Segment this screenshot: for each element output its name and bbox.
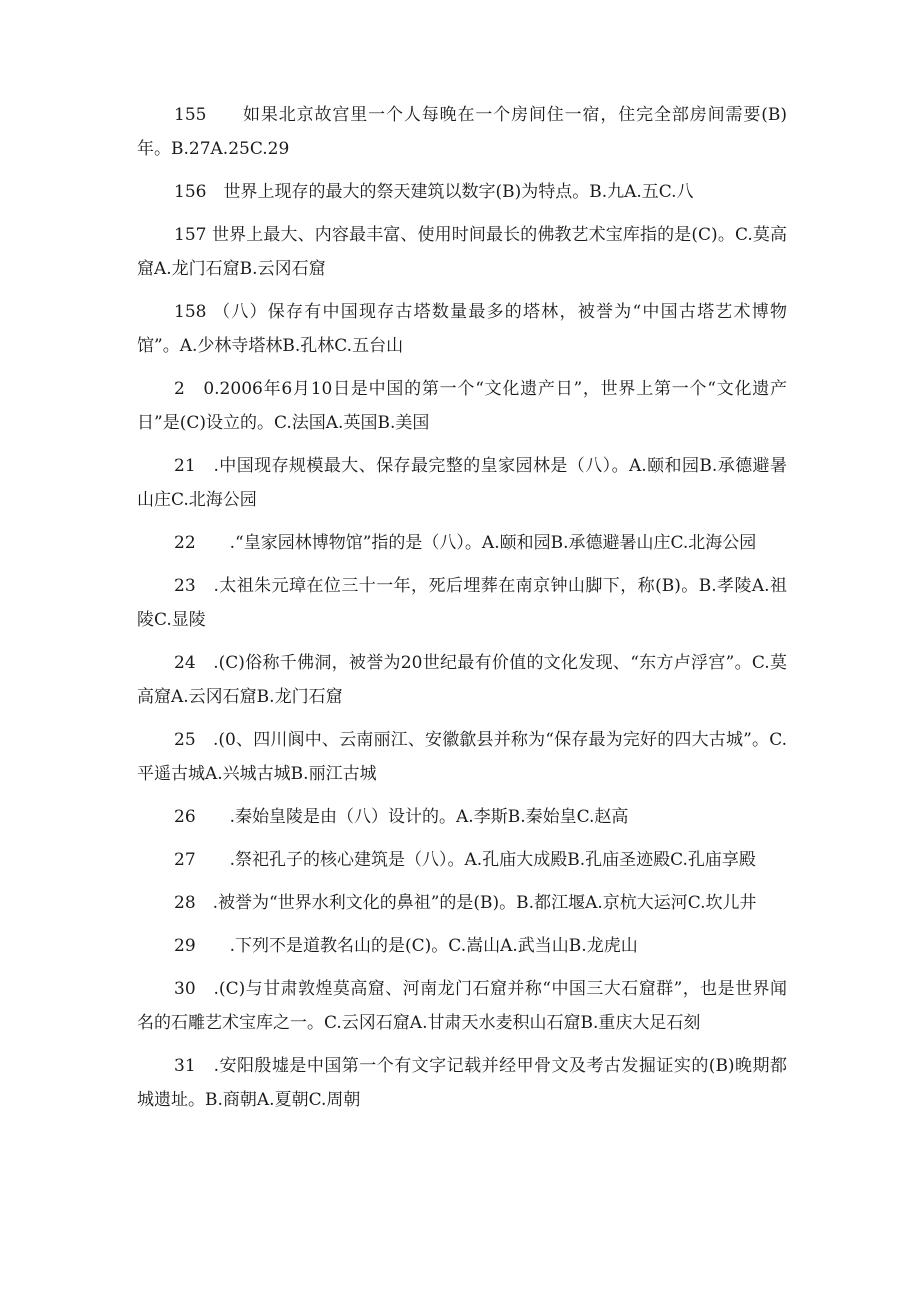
question-27: 27 .祭祀孔子的核心建筑是（八）。A.孔庙大成殿B.孔庙圣迹殿C.孔庙享殿	[174, 850, 756, 870]
question-157: 157 世界上最大、内容最丰富、使用时间最长的佛教艺术宝库指的是(C)。C.莫高窟A.龙门石窟B.云冈石窟	[137, 225, 787, 279]
question-22: 22 .“皇家园林博物馆”指的是（八）。A.颐和园B.承德避暑山庄C.北海公园	[174, 533, 757, 553]
question-29: 29 .下列不是道教名山的是(C)。C.嵩山A.武当山B.龙虎山	[174, 936, 638, 956]
question-23: 23 .太祖朱元璋在位三十一年，死后埋葬在南京钟山脚下，称(B)。B.孝陵A.祖陵C.显陵	[137, 576, 787, 630]
question-24: 24 .(C)俗称千佛洞，被誉为20世纪最有价值的文化发现、“东方卢浮宫”。C.莫高窟A.云冈石窟B.龙门石窟	[137, 653, 787, 707]
question-21: 21 .中国现存规模最大、保存最完整的皇家园林是（八）。A.颐和园B.承德避暑山庄C.北海公园	[137, 456, 787, 510]
question-25: 25 .(0、四川阆中、云南丽江、安徽歙县并称为“保存最为完好的四大古城”。C.平遥古城A.兴城古城B.丽江古城	[137, 730, 787, 784]
question-26: 26 .秦始皇陵是由（八）设计的。A.李斯B.秦始皇C.赵高	[174, 807, 629, 827]
question-156: 156 世界上现存的最大的祭天建筑以数字(B)为特点。B.九A.五C.八	[174, 182, 694, 202]
question-28: 28 .被誉为“世界水利文化的鼻祖”的是(B)。B.都江堰A.京杭大运河C.坎儿井	[174, 893, 757, 913]
question-20: 2 0.2006年6月10日是中国的第一个“文化遗产日”，世界上第一个“文化遗产日”是(C)设立的。C.法国A.英国B.美国	[137, 379, 787, 433]
question-155: 155 如果北京故宫里一个人每晚在一个房间住一宿，住完全部房间需要(B)年。B.27A.25C.29	[137, 105, 787, 159]
question-30: 30 .(C)与甘肃敦煌莫高窟、河南龙门石窟并称“中国三大石窟群”，也是世界闻名的石雕艺术宝库之一。C.云冈石窟A.甘肃天水麦积山石窟B.重庆大足石刻	[137, 979, 787, 1033]
question-31: 31 .安阳殷墟是中国第一个有文字记载并经甲骨文及考古发掘证实的(B)晚期都城遗址。B.商朝A.夏朝C.周朝	[137, 1056, 787, 1110]
question-158: 158 （八）保存有中国现存古塔数量最多的塔林，被誉为“中国古塔艺术博物馆”。A.少林寺塔林B.孔林C.五台山	[137, 302, 787, 356]
question-list	[137, 98, 787, 1126]
